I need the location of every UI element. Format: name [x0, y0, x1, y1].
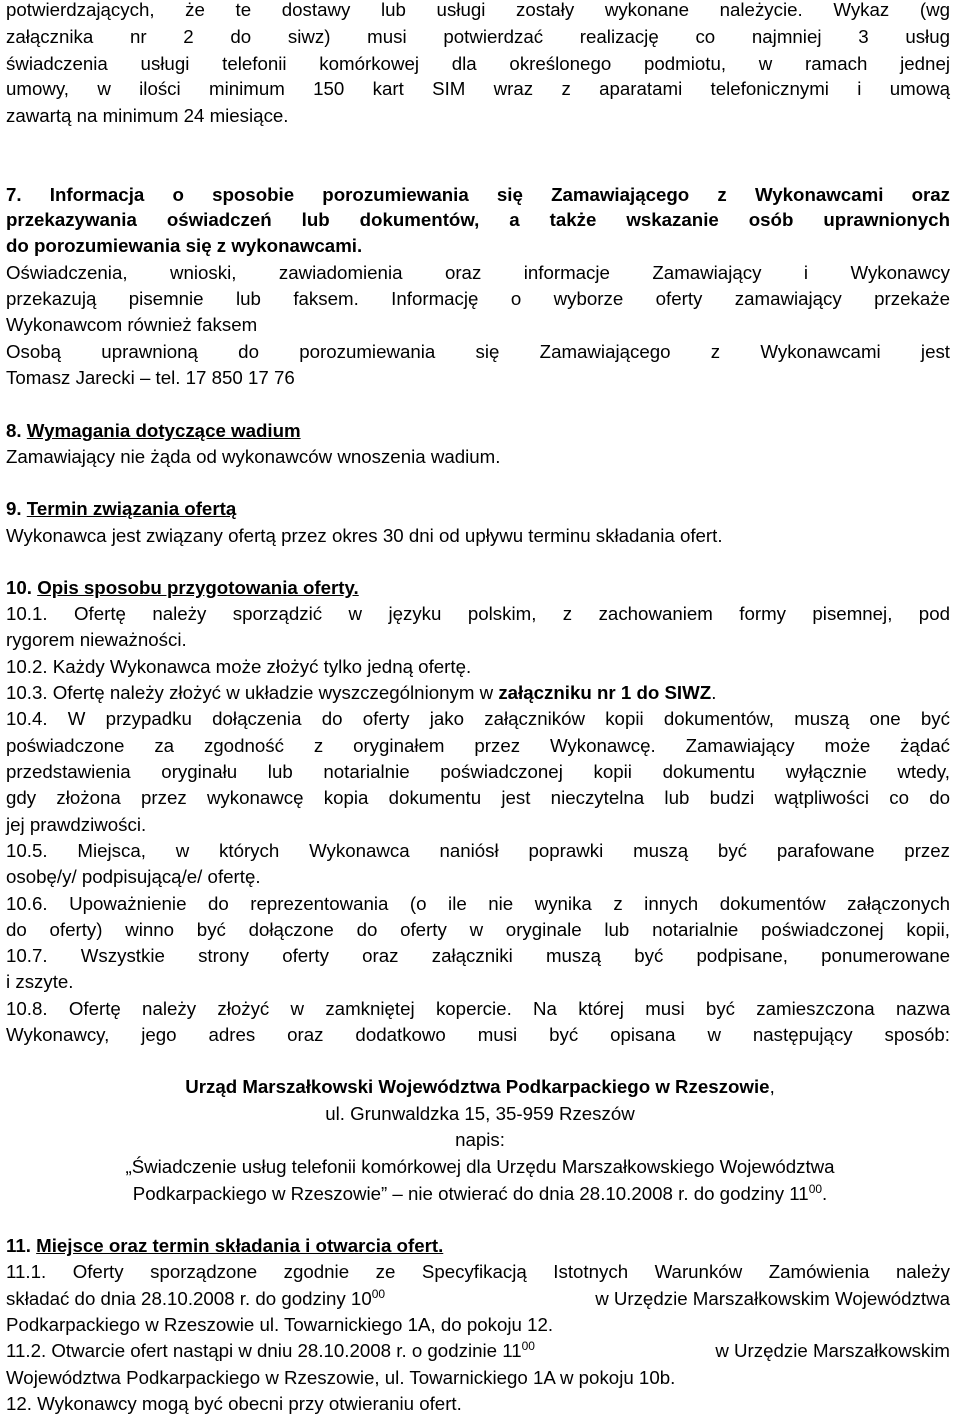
body-text-segment: 10.3. Ofertę należy złożyć w układzie wyszczególnionym w: [6, 682, 499, 703]
section-title: Termin związania ofertą: [26, 498, 237, 519]
body-text-segment: 11.2. Otwarcie ofert nastąpi w dniu 28.10.2008 r. o godzinie 11: [6, 1340, 522, 1361]
envelope-comma: ,: [769, 1076, 775, 1097]
envelope-napis: napis:: [455, 1129, 505, 1150]
body-text: Zamawiający nie żąda od wykonawców wnoszenia wadium.: [6, 446, 501, 467]
body-text-segment: składać do dnia 28.10.2008 r. do godziny 10: [6, 1288, 372, 1309]
body-text: 10.2. Każdy Wykonawca może złożyć tylko jedną ofertę.: [6, 656, 472, 677]
section-heading: przekazywania oświadczeń lub dokumentów, a także wskazanie osób uprawnionych: [6, 209, 950, 230]
body-text-segment: [6, 1286, 385, 1312]
body-text: Podkarpackiego w Rzeszowie ul. Towarnickiego 1A, do pokoju 12.: [6, 1314, 554, 1335]
section-title: Wymagania dotyczące wadium: [26, 420, 301, 441]
body-text: [6, 1338, 950, 1364]
body-text: zawartą na minimum 24 miesiące.: [6, 105, 289, 126]
envelope-caption: „Świadczenie usług telefonii komórkowej dla Urzędu Marszałkowskiego Województwa: [125, 1156, 835, 1177]
body-text: [6, 1286, 950, 1312]
section-title: Opis sposobu przygotowania oferty.: [37, 577, 359, 598]
body-text: rygorem nieważności.: [6, 629, 187, 650]
section-heading: [6, 1233, 950, 1259]
body-text: i zszyte.: [6, 971, 74, 992]
body-text: 11.1. Oferty sporządzone zgodnie ze Specyfikacją Istotnych Warunków Zamówienia należy: [6, 1261, 950, 1282]
body-text: poświadczone za zgodność z oryginałem przez Wykonawcę. Zamawiający może żądać: [6, 735, 950, 756]
body-text: gdy złożona przez wykonawcę kopia dokumentu jest nieczytelna lub budzi wątpliwości co do: [6, 787, 950, 808]
body-text-segment: w Urzędzie Marszałkowskim Województwa: [595, 1288, 950, 1309]
body-text: jej prawdziwości.: [6, 814, 147, 835]
envelope-organization: Urząd Marszałkowski Województwa Podkarpackiego w Rzeszowie: [185, 1076, 770, 1097]
hour-superscript: 00: [371, 1287, 386, 1301]
attachment-reference: załączniku nr 1 do SIWZ: [498, 682, 712, 703]
body-text: do oferty) winno być dołączone do oferty w oryginale lub notarialnie poświadczonej kopii,: [6, 919, 950, 940]
body-text: 10.8. Ofertę należy złożyć w zamkniętej kopercie. Na której musi być zamieszczona nazwa: [6, 998, 950, 1019]
body-text: Tomasz Jarecki – tel. 17 850 17 76: [6, 367, 295, 388]
body-text: Wykonawcom również faksem: [6, 314, 258, 335]
body-text: Oświadczenia, wnioski, zawiadomienia oraz informacje Zamawiający i Wykonawcy: [6, 262, 950, 283]
body-text: potwierdzających, że te dostawy lub usługi zostały wykonane należycie. Wykaz (wg: [6, 0, 950, 20]
body-text: 12. Wykonawcy mogą być obecni przy otwieraniu ofert.: [6, 1393, 462, 1414]
body-text: 10.5. Miejsca, w których Wykonawca naniósł poprawki muszą być parafowane przez: [6, 840, 950, 861]
body-text: 10.6. Upoważnienie do reprezentowania (o ile nie wynika z innych dokumentów załączonych: [6, 893, 950, 914]
section-heading: 7. Informacja o sposobie porozumiewania się Zamawiającego z Wykonawcami oraz: [6, 184, 950, 205]
hour-superscript: 00: [521, 1339, 535, 1353]
envelope-caption-text: Podkarpackiego w Rzeszowie” – nie otwierać do dnia 28.10.2008 r. do godziny 11: [132, 1183, 809, 1204]
body-text: Wykonawcy, jego adres oraz dodatkowo musi być opisana w następujący sposób:: [6, 1024, 950, 1045]
section-heading: [6, 496, 950, 522]
body-text: Wykonawca jest związany ofertą przez okres 30 dni od upływu terminu składania ofert.: [6, 525, 723, 546]
body-text: 10.1. Ofertę należy sporządzić w języku polskim, z zachowaniem formy pisemnej, pod: [6, 603, 950, 624]
body-text: 10.7. Wszystkie strony oferty oraz załączniki muszą być podpisane, ponumerowane: [6, 945, 950, 966]
body-text: przedstawienia oryginału lub notarialnie poświadczonej kopii dokumentu wyłącznie wtedy,: [6, 761, 950, 782]
section-number: 11.: [6, 1235, 31, 1256]
body-text: [6, 680, 950, 706]
body-text-segment: .: [711, 682, 717, 703]
body-text-segment: [6, 1338, 535, 1364]
hour-superscript: 00: [808, 1182, 823, 1196]
body-text: 10.4. W przypadku dołączenia do oferty jako załączników kopii dokumentów, muszą one być: [6, 708, 950, 729]
body-text: osobę/y/ podpisującą/e/ ofertę.: [6, 866, 261, 887]
body-text: załącznika nr 2 do siwz) musi potwierdzać realizację co najmniej 3 usług: [6, 26, 950, 47]
body-text: umowy, w ilości minimum 150 kart SIM wraz z aparatami telefonicznymi i umową: [6, 78, 950, 99]
envelope-caption-text: .: [822, 1183, 828, 1204]
body-text: Województwa Podkarpackiego w Rzeszowie, ul. Towarnickiego 1A w pokoju 10b.: [6, 1367, 676, 1388]
section-heading: [6, 575, 950, 601]
envelope-caption: [0, 1181, 960, 1207]
section-number: 10.: [6, 577, 32, 598]
envelope-address: ul. Grunwaldzka 15, 35-959 Rzeszów: [325, 1103, 635, 1124]
section-heading: [6, 418, 950, 444]
body-text-segment: w Urzędzie Marszałkowskim: [715, 1340, 950, 1361]
section-number: 8.: [6, 420, 22, 441]
envelope-addressee: [0, 1074, 960, 1100]
body-text: przekazują pisemnie lub faksem. Informację o wyborze oferty zamawiający przekaże: [6, 288, 950, 309]
body-text: świadczenia usługi telefonii komórkowej dla określonego podmiotu, w ramach jednej: [6, 53, 950, 74]
section-heading: do porozumiewania się z wykonawcami.: [6, 235, 363, 256]
section-title: Miejsce oraz termin składania i otwarcia ofert.: [36, 1235, 444, 1256]
section-number: 9.: [6, 498, 22, 519]
body-text: Osobą uprawnioną do porozumiewania się Zamawiającego z Wykonawcami jest: [6, 341, 950, 362]
